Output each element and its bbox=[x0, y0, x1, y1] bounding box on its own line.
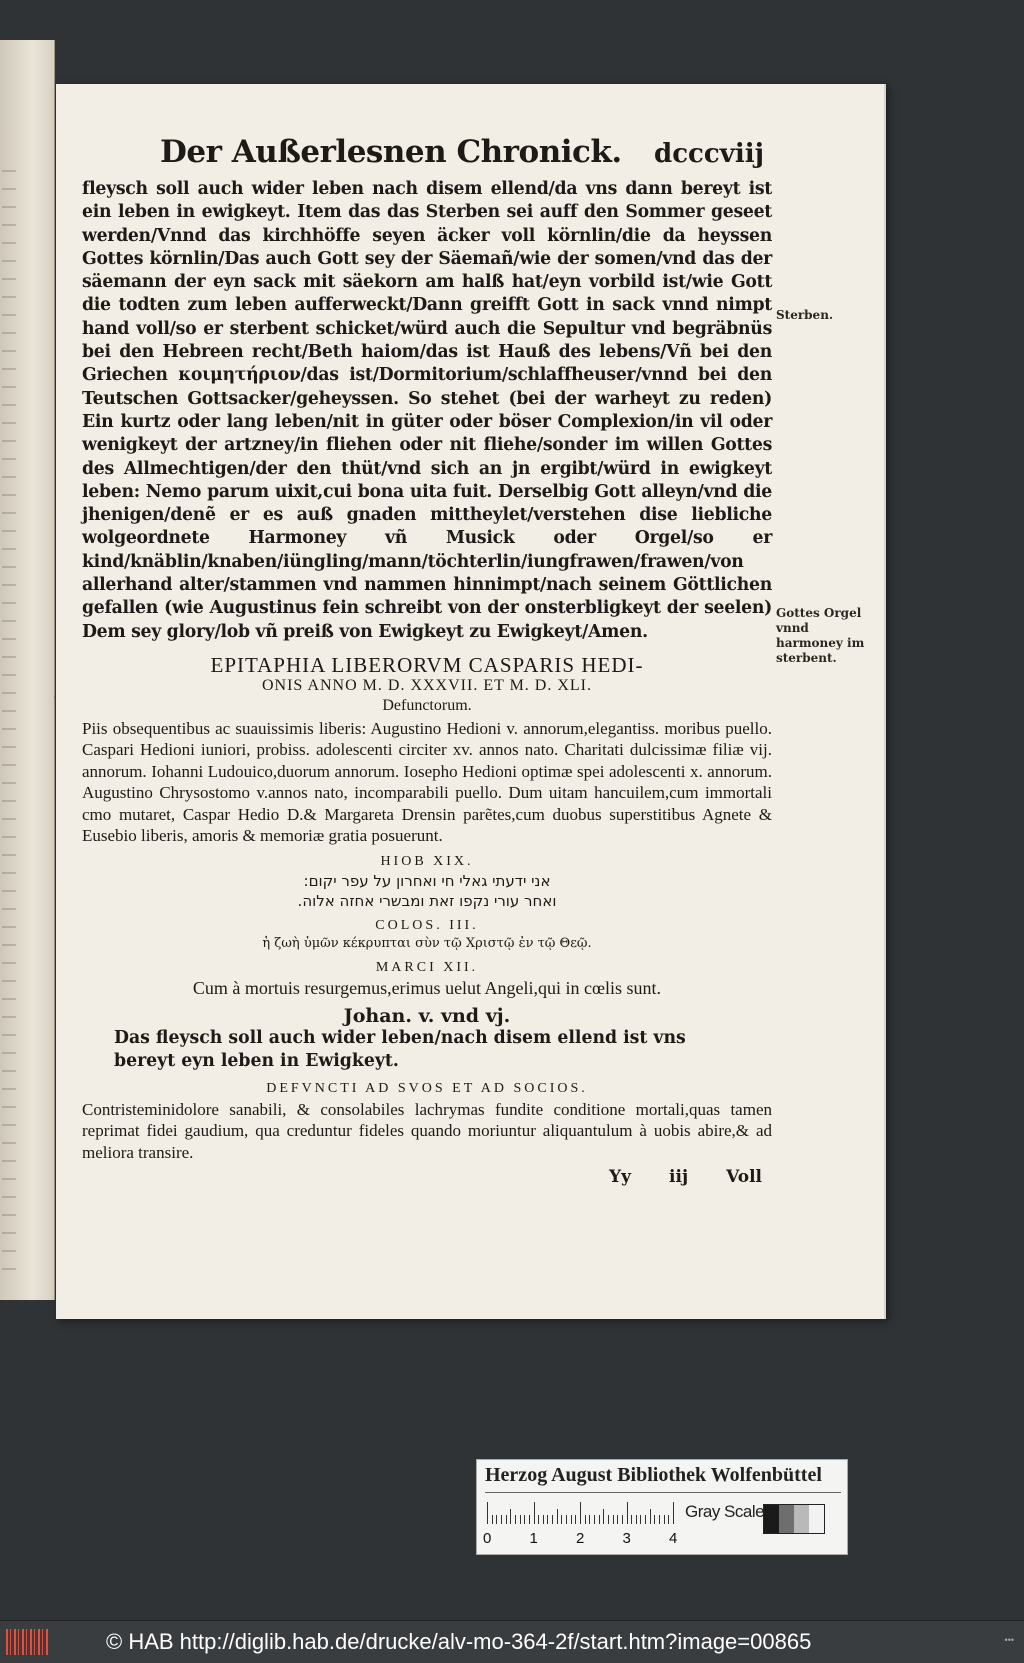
folio-number: dcccviij bbox=[654, 139, 764, 169]
epitaph-title-line-2: ONIS ANNO M. D. XXXVII. ET M. D. XLI. bbox=[261, 676, 593, 694]
signature-line bbox=[82, 1167, 772, 1187]
ruler-tick bbox=[650, 1509, 651, 1524]
ruler-number: 2 bbox=[576, 1530, 585, 1547]
ruler-tick bbox=[640, 1515, 641, 1524]
epitaph-text: Piis obsequentibus ac suauissimis liberis: Augustino Hedioni v. annorum,elegantiss. moribus puello. Caspari Hedioni iuniori, probiss. adolescenti circiter xv. annos nato. Charitati dulcissimæ filiæ vij. annorum. Iohanni Ludouico,duorum annorum. Iosepho Hedioni optimæ spei adolescenti x. annorum. Augustino Chrysostomo v.annos nato, incomparabili puello. Dum uitam hancuilem,cum immortali cmo mutaret, Caspar Hedio D.& Margareta Drensin parẽtes,cum duobus superstitibus Agnete & Eusebio liberis, amoris & memoriæ gratia posuerunt. bbox=[82, 718, 772, 846]
ruler-number: 0 bbox=[483, 1530, 492, 1547]
ruler-tick bbox=[496, 1515, 497, 1524]
ref-marci: MARCI XII. bbox=[375, 959, 479, 975]
ruler-tick bbox=[538, 1515, 539, 1524]
ruler-tick bbox=[589, 1515, 590, 1524]
ruler-tick bbox=[659, 1515, 660, 1524]
signature-number: iij bbox=[669, 1167, 689, 1188]
closing-paragraph: Contristeminidolore sanabili, & consolabiles lachrymas fundite conditione mortali,quas tamen reprimat fidei gaudium, qua creduntur fideles quando moriuntur aliquantulum à uobis abire,& ad meliora transire. bbox=[82, 1099, 772, 1162]
ruler-tick bbox=[547, 1515, 548, 1524]
ruler-tick bbox=[487, 1502, 488, 1524]
ruler-tick bbox=[627, 1502, 628, 1524]
ruler-tick bbox=[557, 1509, 558, 1524]
ruler-number: 3 bbox=[622, 1530, 631, 1547]
ruler-tick bbox=[510, 1509, 511, 1524]
ruler-tick bbox=[566, 1515, 567, 1524]
epitaph-subtitle: Defunctorum. bbox=[382, 696, 472, 714]
gray-swatch bbox=[809, 1505, 824, 1533]
ruler-tick bbox=[580, 1502, 581, 1524]
ruler-number: 4 bbox=[669, 1530, 678, 1547]
ruler-tick bbox=[673, 1502, 674, 1524]
footer-corner-mark: ••• bbox=[1004, 1635, 1014, 1645]
ruler-tick bbox=[668, 1515, 669, 1524]
main-paragraph: fleysch soll auch wider leben nach disem ellend/da vns dann bereyt ist ein leben in ewigkeyt. Item das das Sterben sei auff den Sommer geseet werden/Vnnd das kirchhöffe seyen äcker voll körnlin/die da heyssen Gottes körnlin/Das auch Gott sey der Säemañ/wie der somen/vnd das der säemann der eyn sack mit säekorn am halß hat/eyn vorbild ist/wie Gott die todten zum leben aufferweckt/Dann greifft Gott in sack vnnd nimpt hand voll/so er sterbent schicket/würd auch die Sepultur vnd begräbnüs bei den Hebreen recht/Beth haiom/das ist Hauß des lebens/Vñ bei den Griechen κοιμητήριον/das ist/Dormitorium/schlaffheuser/vnnd bei den Teutschen Gottsacker/geheyssen. So stehet (bei der warheyt zu reden) Ein kurtz oder lang leben/nit in güter oder böser Complexion/in vil oder wenigkeyt der artzney/in fliehen oder nit fliehe/sonder im willen Gottes des Allmechtigen/der den thüt/vnd sich an jn ergibt/würd in ewigkeyt leben: Nemo parum uixit,cui bona uita fuit. Derselbig Gott alleyn/vnd die jhenigen/denẽ er es auß gnaden mittheylet/verstehen dise liebliche wolgeordnete Harmoney vñ Musick oder Orgel/so er kind/knäblin/knaben/iüngling/mann/töchterlin/iungfrawen/frawen/von allerhand alter/stammen vnd nammen hinnimpt/nach seinem Göttlichen gefallen (wie Augustinus fein schreibt von der onsterbligkeyt der seelen) Dem sey glory/lob vñ preiß von Ewigkeyt zu Ewigkeyt/Amen. bbox=[82, 179, 772, 642]
calibration-divider bbox=[485, 1492, 841, 1493]
ruler-tick bbox=[534, 1502, 535, 1524]
ref-johan: Johan. v. vnd vj. bbox=[343, 1004, 511, 1027]
ruler-tick bbox=[571, 1515, 572, 1524]
ruler-tick bbox=[501, 1515, 502, 1524]
greek-line: ἡ ζωὴ ὑμῶν κέκρυπται σὺν τῷ Χριστῷ ἐν τῷ Θεῷ. bbox=[262, 935, 592, 951]
calibration-title: Herzog August Bibliothek Wolfenbüttel bbox=[485, 1464, 822, 1486]
calibration-card bbox=[476, 1459, 848, 1555]
page-content bbox=[82, 134, 772, 1187]
gray-swatch bbox=[794, 1505, 809, 1533]
ruler-tick bbox=[603, 1509, 604, 1524]
ref-hiob: HIOB XIX. bbox=[380, 853, 474, 869]
signature-mark: Yy bbox=[609, 1167, 632, 1188]
ruler-tick bbox=[552, 1515, 553, 1524]
hebrew-line-2: ואחר עורי נקפו זאת ומבשרי אחזה אלוה. bbox=[297, 891, 557, 910]
german-quote: Das fleysch soll auch wider leben/nach disem ellend ist vns bereyt eyn leben in Ewigkeyt. bbox=[114, 1027, 686, 1071]
hebrew-line-1: אני ידעתי גאלי חי ואחרון על עפר יקום: bbox=[303, 871, 551, 890]
copyright-url[interactable]: © HAB http://diglib.hab.de/drucke/alv-mo-364-2f/start.htm?image=00865 bbox=[106, 1629, 812, 1654]
previous-page-text-bleed bbox=[2, 170, 16, 1270]
gray-swatch bbox=[779, 1505, 794, 1533]
book-page bbox=[56, 84, 884, 1319]
ref-colos: COLOS. III. bbox=[375, 917, 479, 933]
catchword: Voll bbox=[726, 1167, 762, 1188]
ruler-tick bbox=[524, 1515, 525, 1524]
ruler-tick bbox=[594, 1515, 595, 1524]
ruler-tick bbox=[492, 1515, 493, 1524]
running-head: Der Außerlesnen Chronick. bbox=[160, 134, 622, 170]
ruler-tick bbox=[654, 1515, 655, 1524]
gray-swatch bbox=[764, 1505, 779, 1533]
epitaph-title-line-1: EPITAPHIA LIBERORVM CASPARIS HEDI- bbox=[210, 652, 644, 677]
ruler-tick bbox=[515, 1515, 516, 1524]
barcode-logo-icon bbox=[6, 1629, 48, 1655]
previous-page-edge bbox=[0, 40, 55, 1300]
ruler-tick bbox=[622, 1515, 623, 1524]
ruler-tick bbox=[543, 1515, 544, 1524]
ruler-tick bbox=[520, 1515, 521, 1524]
defuncti-heading: DEFVNCTI AD SVOS ET AD SOCIOS. bbox=[266, 1080, 588, 1096]
ruler-tick bbox=[636, 1515, 637, 1524]
ruler-number: 1 bbox=[529, 1530, 538, 1547]
ruler-tick bbox=[613, 1515, 614, 1524]
ruler-tick bbox=[575, 1515, 576, 1524]
ruler-tick bbox=[608, 1515, 609, 1524]
ruler-tick bbox=[561, 1515, 562, 1524]
margin-note-sterben: Sterben. bbox=[776, 308, 834, 322]
ruler-tick bbox=[585, 1515, 586, 1524]
ruler-tick bbox=[617, 1515, 618, 1524]
ruler-numbers bbox=[483, 1530, 716, 1547]
ruler-tick bbox=[645, 1515, 646, 1524]
ruler-tick bbox=[529, 1515, 530, 1524]
ruler-tick bbox=[599, 1515, 600, 1524]
grayscale-swatches bbox=[763, 1504, 825, 1534]
latin-quote: Cum à mortuis resurgemus,erimus uelut Angeli,qui in cœlis sunt. bbox=[192, 977, 662, 998]
margin-note-orgel: Gottes Orgel vnnd harmoney im sterbent. bbox=[776, 606, 865, 665]
ruler-tick bbox=[631, 1515, 632, 1524]
grayscale-label: Gray Scale bbox=[685, 1502, 765, 1521]
ruler-tick bbox=[506, 1515, 507, 1524]
ruler-scale bbox=[487, 1502, 683, 1524]
ruler-tick bbox=[664, 1515, 665, 1524]
page-header bbox=[82, 134, 772, 170]
footer-bar bbox=[0, 1620, 1024, 1663]
